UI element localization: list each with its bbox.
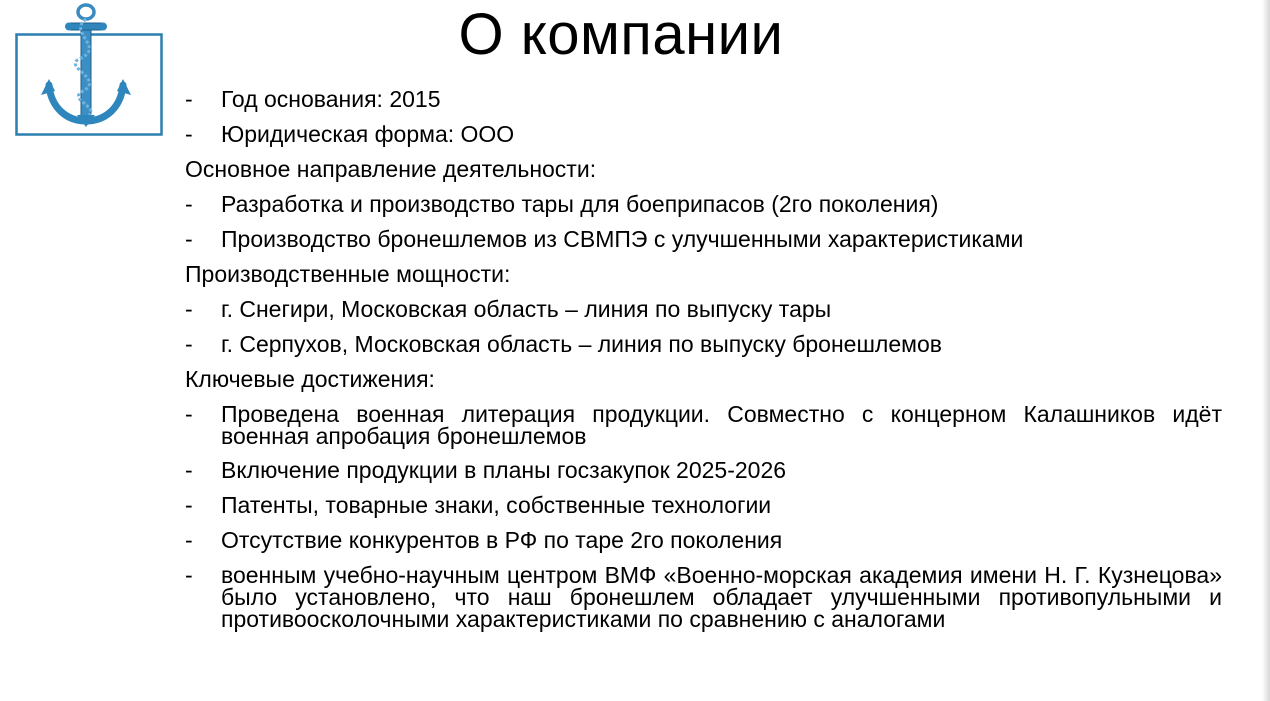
slide-edge-shadow [1262,0,1270,701]
list-item: - г. Снегири, Московская область – линия по выпуску тары [185,296,832,322]
section-heading: Основное направление деятельности: [185,156,597,182]
list-item: - Разработка и производство тары для боеприпасов (2го поколения) [185,191,939,217]
list-item: - Проведена военная литерация продукции. Совместно с концерном Калашников идёт военная апробация бронешлемов [185,401,1222,449]
section-heading: Ключевые достижения: [185,366,435,392]
company-info [185,88,1222,642]
list-item: - Включение продукции в планы госзакупок 2025-2026 [185,457,787,483]
list-item: - г. Серпухов, Московская область – линия по выпуску бронешлемов [185,331,942,357]
list-item: - Патенты, товарные знаки, собственные технологии [185,492,772,518]
section-heading: Производственные мощности: [185,261,511,287]
list-item: - Юридическая форма: ООО [185,121,515,147]
list-item: - Год основания: 2015 [185,86,441,112]
page-title: О компании [458,2,784,67]
list-item: - военным учебно-научным центром ВМФ «Военно-морская академия имени Н. Г. Кузнецова» было установлено, что наш бронешлем обладает улучшенными противопульными и противоосколочными характеристиками по сравнению с аналогами [185,562,1222,632]
list-item: - Отсутствие конкурентов в РФ по таре 2го поколения [185,527,783,553]
list-item: - Производство бронешлемов из СВМПЭ с улучшенными характеристиками [185,226,1024,252]
